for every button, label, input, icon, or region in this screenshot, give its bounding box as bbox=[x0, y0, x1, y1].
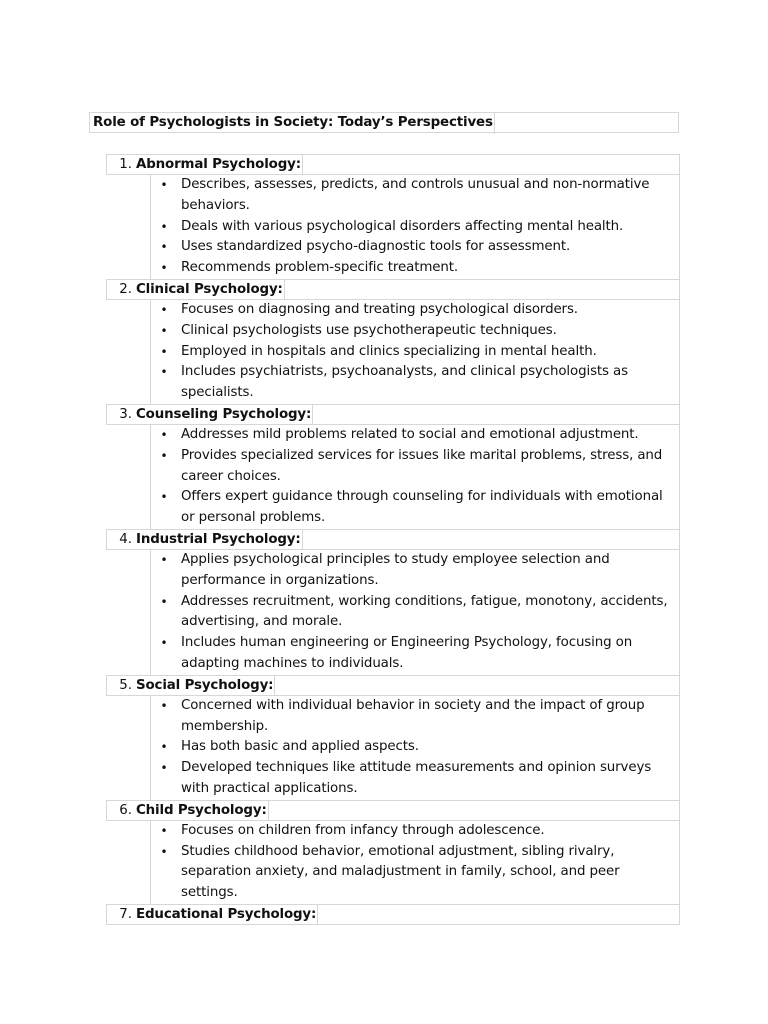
list-item bbox=[151, 842, 679, 904]
bullet-list bbox=[150, 424, 680, 530]
bullet-icon: • bbox=[160, 761, 168, 776]
bullet-icon: • bbox=[160, 178, 168, 192]
list-section bbox=[106, 154, 680, 280]
list-section bbox=[106, 279, 680, 405]
bullet-icon: • bbox=[160, 698, 168, 713]
bullet-text: Includes human engineering or Engineering Psychology, focusing on adapting machines to individuals. bbox=[181, 635, 633, 671]
list-item bbox=[151, 592, 679, 634]
bullet-text: Uses standardized psycho-diagnostic tools for assessment. bbox=[181, 239, 571, 255]
section-heading: Educational Psychology: bbox=[136, 905, 318, 925]
section-number: 1. bbox=[119, 157, 132, 172]
section-heading-row bbox=[106, 675, 680, 696]
bullet-text: Offers expert guidance through counseling for individuals with emotional or personal problems. bbox=[181, 489, 663, 526]
list-item bbox=[151, 342, 679, 363]
list-section bbox=[106, 904, 680, 925]
bullet-text: Focuses on diagnosing and treating psychological disorders. bbox=[181, 301, 578, 317]
list-item bbox=[151, 258, 679, 279]
section-number: 3. bbox=[119, 406, 132, 422]
section-heading-row bbox=[106, 904, 680, 925]
bullet-icon: • bbox=[160, 490, 168, 505]
list-item bbox=[151, 321, 679, 342]
list-item bbox=[151, 758, 679, 800]
bullet-text: Applies psychological principles to study employee selection and performance in organizations. bbox=[181, 551, 610, 588]
bullet-icon: • bbox=[160, 740, 168, 755]
bullet-list bbox=[150, 820, 680, 905]
section-heading-row bbox=[106, 404, 680, 425]
section-number: 4. bbox=[119, 531, 132, 547]
bullet-icon: • bbox=[160, 302, 168, 317]
list-section bbox=[106, 800, 680, 905]
list-item bbox=[151, 487, 679, 529]
list-item bbox=[151, 237, 679, 258]
section-heading-row bbox=[106, 279, 680, 300]
bullet-icon: • bbox=[160, 594, 168, 609]
section-heading: Counseling Psychology: bbox=[136, 405, 313, 425]
bullet-text: Recommends problem-specific treatment. bbox=[181, 260, 459, 276]
list-item bbox=[151, 550, 679, 592]
bullet-text: Describes, assesses, predicts, and controls unusual and non-normative behaviors. bbox=[181, 177, 650, 213]
list-item bbox=[151, 300, 679, 321]
list-section bbox=[106, 404, 680, 530]
section-number: 5. bbox=[119, 677, 132, 693]
bullet-text: Studies childhood behavior, emotional adjustment, sibling rivalry, separation anxiety, and maladjustment in family, school, and peer settings. bbox=[181, 843, 620, 901]
list-item bbox=[151, 362, 679, 404]
section-heading: Clinical Psychology: bbox=[136, 280, 285, 300]
bullet-text: Concerned with individual behavior in society and the impact of group membership. bbox=[181, 697, 645, 734]
bullet-text: Clinical psychologists use psychotherapeutic techniques. bbox=[181, 322, 557, 338]
bullet-icon: • bbox=[160, 823, 168, 838]
list-section bbox=[106, 675, 680, 801]
list-item bbox=[151, 821, 679, 842]
section-heading-row bbox=[106, 800, 680, 821]
section-heading-row bbox=[106, 529, 680, 550]
bullet-icon: • bbox=[160, 636, 168, 651]
section-heading: Abnormal Psychology: bbox=[136, 155, 303, 175]
bullet-text: Addresses mild problems related to social and emotional adjustment. bbox=[181, 426, 639, 442]
list-item bbox=[151, 633, 679, 675]
bullet-icon: • bbox=[160, 427, 168, 442]
bullet-icon: • bbox=[160, 261, 168, 276]
bullet-text: Employed in hospitals and clinics specializing in mental health. bbox=[181, 343, 597, 359]
section-heading: Child Psychology: bbox=[136, 801, 269, 821]
bullet-text: Deals with various psychological disorders affecting mental health. bbox=[181, 218, 624, 234]
section-number: 2. bbox=[119, 281, 132, 297]
section-heading-row bbox=[106, 154, 680, 175]
bullet-icon: • bbox=[160, 365, 168, 380]
bullet-icon: • bbox=[160, 552, 168, 567]
bullet-icon: • bbox=[160, 240, 168, 255]
section-number: 6. bbox=[119, 802, 132, 818]
list-item bbox=[151, 446, 679, 488]
list-item bbox=[151, 175, 679, 217]
numbered-list bbox=[106, 155, 680, 925]
document-title: Role of Psychologists in Society: Today’s Perspectives bbox=[92, 113, 495, 134]
bullet-list bbox=[150, 299, 680, 405]
section-heading: Social Psychology: bbox=[136, 676, 275, 696]
bullet-icon: • bbox=[160, 323, 168, 338]
bullet-text: Focuses on children from infancy through adolescence. bbox=[181, 822, 545, 838]
bullet-list bbox=[150, 549, 680, 676]
bullet-text: Addresses recruitment, working conditions, fatigue, monotony, accidents, advertising, and morale. bbox=[181, 593, 668, 630]
title-row bbox=[89, 112, 679, 133]
bullet-text: Includes psychiatrists, psychoanalysts, and clinical psychologists as specialists. bbox=[181, 364, 628, 401]
bullet-icon: • bbox=[160, 448, 168, 463]
bullet-icon: • bbox=[160, 219, 168, 234]
bullet-icon: • bbox=[160, 344, 168, 359]
list-item bbox=[151, 696, 679, 738]
bullet-icon: • bbox=[160, 844, 168, 859]
bullet-text: Provides specialized services for issues like marital problems, stress, and career choices. bbox=[181, 447, 663, 484]
list-section bbox=[106, 529, 680, 676]
bullet-text: Has both basic and applied aspects. bbox=[181, 739, 419, 755]
bullet-list bbox=[150, 174, 680, 280]
section-number: 7. bbox=[119, 906, 132, 922]
bullet-text: Developed techniques like attitude measurements and opinion surveys with practical applications. bbox=[181, 760, 652, 796]
section-heading: Industrial Psychology: bbox=[136, 530, 303, 550]
list-item bbox=[151, 217, 679, 238]
bullet-list bbox=[150, 695, 680, 801]
list-item bbox=[151, 737, 679, 758]
list-item bbox=[151, 425, 679, 446]
